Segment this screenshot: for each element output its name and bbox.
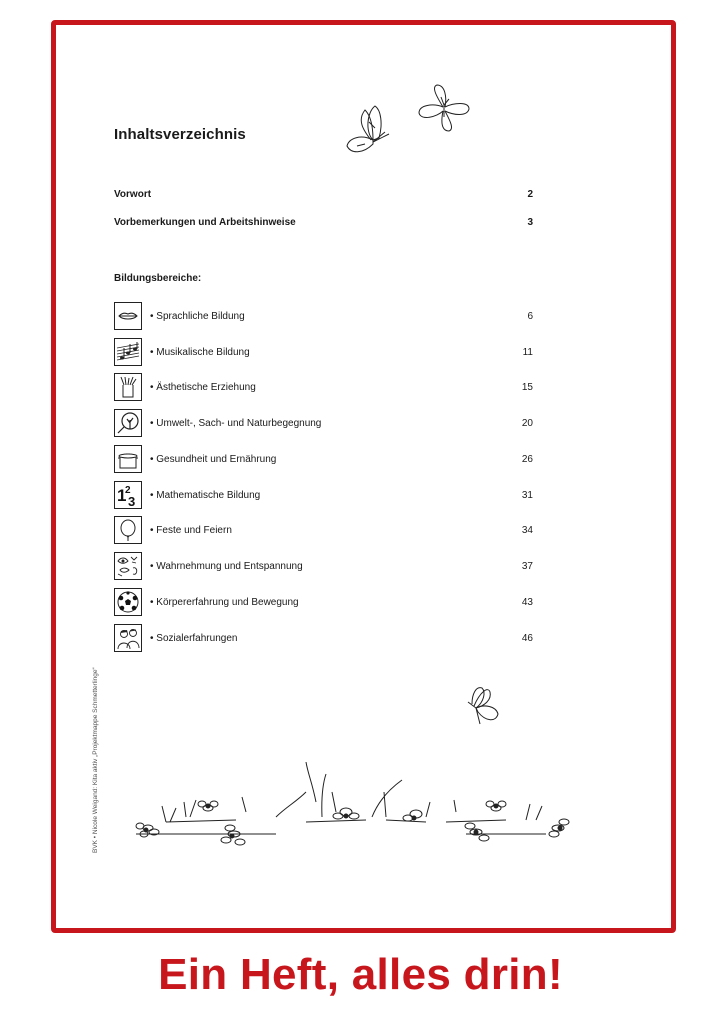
lips-icon bbox=[114, 302, 142, 330]
toc-label: • Sprachliche Bildung bbox=[150, 310, 245, 322]
children-group-icon bbox=[114, 624, 142, 652]
toc-row bbox=[114, 337, 533, 367]
slogan: Ein Heft, alles drin! bbox=[158, 950, 563, 999]
toc-page: 26 bbox=[521, 453, 533, 465]
toc-row bbox=[114, 587, 533, 617]
toc-label: • Sozialerfahrungen bbox=[150, 632, 238, 644]
toc-row bbox=[114, 301, 533, 331]
toc-label: • Mathematische Bildung bbox=[150, 489, 261, 501]
toc-row-vorwort bbox=[114, 189, 533, 200]
toc-page: 34 bbox=[521, 524, 533, 536]
page-title: Inhaltsverzeichnis bbox=[114, 126, 246, 143]
cooking-pot-icon bbox=[114, 445, 142, 473]
butterfly-icon bbox=[466, 684, 502, 726]
toc-row bbox=[114, 408, 533, 438]
svg-text:1: 1 bbox=[117, 486, 127, 505]
toc-page: 15 bbox=[521, 381, 533, 393]
toc-label: • Ästhetische Erziehung bbox=[150, 381, 256, 393]
toc-label: • Wahrnehmung und Entspannung bbox=[150, 560, 303, 572]
toc-label: • Gesundheit und Ernährung bbox=[150, 453, 277, 465]
toc-label: Vorbemerkungen und Arbeitshinweise bbox=[114, 217, 296, 228]
toc-page: 37 bbox=[521, 560, 533, 572]
toc-page: 2 bbox=[527, 189, 533, 200]
soccer-ball-icon bbox=[114, 588, 142, 616]
numbers-123-icon bbox=[114, 481, 142, 509]
toc-row bbox=[114, 444, 533, 474]
toc-page: 3 bbox=[527, 217, 533, 228]
butterfly-icon bbox=[417, 83, 473, 133]
toc-label: • Musikalische Bildung bbox=[150, 346, 250, 358]
music-notes-icon bbox=[114, 338, 142, 366]
toc-label: Vorwort bbox=[114, 189, 152, 200]
toc-page: 46 bbox=[521, 632, 533, 644]
side-credit: BVK • Nicole Weigand: Kita aktiv „Projektmappe Schmetterlinge“ bbox=[92, 667, 99, 853]
toc-row bbox=[114, 623, 533, 653]
senses-face-icon bbox=[114, 552, 142, 580]
toc-row bbox=[114, 515, 533, 545]
toc-row-vorbemerkungen bbox=[114, 217, 533, 228]
svg-text:3: 3 bbox=[128, 494, 136, 507]
toc-row bbox=[114, 551, 533, 581]
toc-label: • Umwelt-, Sach- und Naturbegegnung bbox=[150, 417, 322, 429]
brush-cup-icon bbox=[114, 373, 142, 401]
toc-page: 6 bbox=[527, 310, 533, 322]
toc-page: 11 bbox=[522, 346, 533, 358]
toc-label: • Körpererfahrung und Bewegung bbox=[150, 596, 299, 608]
toc-row bbox=[114, 480, 533, 510]
section-heading: Bildungsbereiche: bbox=[114, 273, 202, 284]
toc-label: • Feste und Feiern bbox=[150, 524, 232, 536]
toc-page: 20 bbox=[521, 417, 533, 429]
toc-page: 31 bbox=[521, 489, 533, 501]
toc-row bbox=[114, 372, 533, 402]
balloon-icon bbox=[114, 516, 142, 544]
butterfly-icon bbox=[345, 102, 393, 157]
magnifier-tree-icon bbox=[114, 409, 142, 437]
meadow-illustration bbox=[126, 762, 578, 852]
svg-text:2: 2 bbox=[125, 485, 131, 496]
toc-page: 43 bbox=[521, 596, 533, 608]
